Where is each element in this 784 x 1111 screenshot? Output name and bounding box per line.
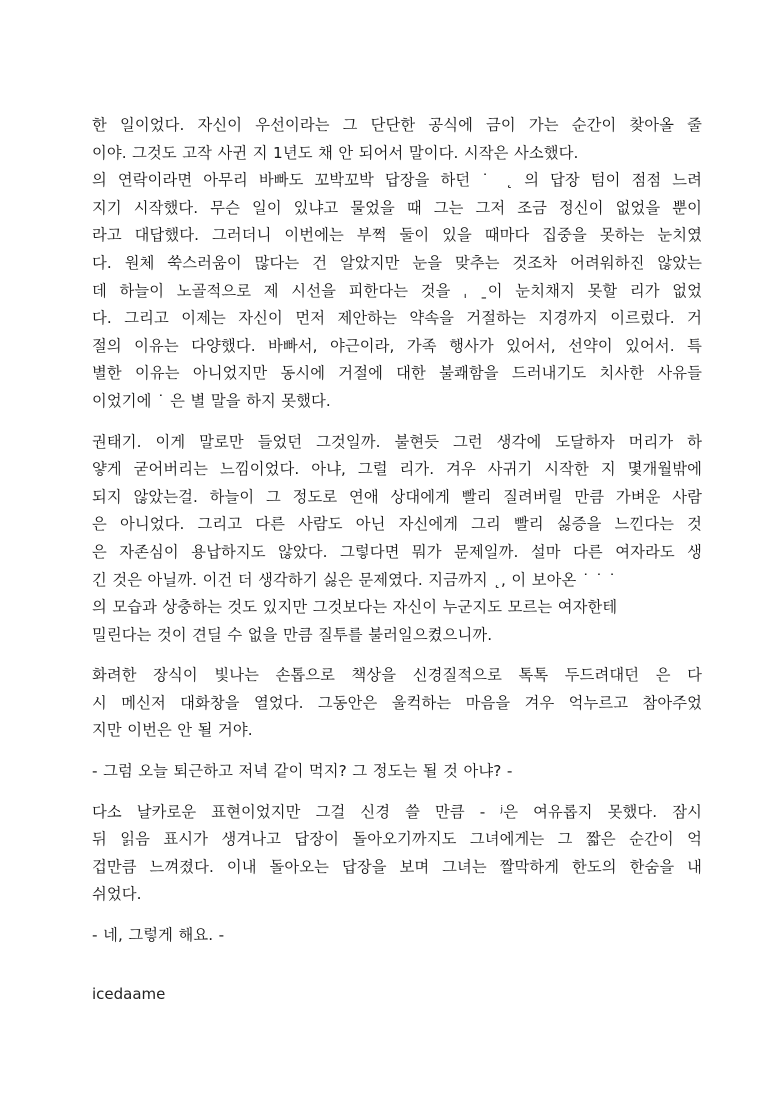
text-line: 은 아니었다. 그리고 다른 사람도 아닌 자신에게 그리 빨리 싫증을 느낀다는 것 bbox=[92, 515, 702, 534]
text-line: 이었기에 ˙ 은 별 말을 하지 못했다. bbox=[92, 391, 331, 410]
text-line: 절의 이유는 다양했다. 바빠서, 야근이라, 가족 행사가 있어서, 선약이 있어서. 특 bbox=[92, 336, 702, 355]
text-line: 다. 원체 쑥스러움이 많다는 건 알았지만 눈을 맞추는 것조차 어려워하진 않았는 bbox=[92, 253, 702, 272]
text-line: 별한 이유는 아니었지만 동시에 거절에 대한 불쾌함을 드러내기도 치사한 사유들 bbox=[92, 364, 702, 383]
text-line: 은 자존심이 용납하지도 않았다. 그렇다면 뭐가 문제일까. 설마 다른 여자라도 생 bbox=[92, 542, 702, 561]
paragraph-3 bbox=[92, 662, 702, 745]
text-line: 라고 대답했다. 그러더니 이번에는 부쩍 둘이 있을 때마다 집중을 못하는 눈치였 bbox=[92, 226, 702, 245]
text-line: 뒤 읽음 표시가 생겨나고 답장이 돌아오기까지도 그녀에게는 그 짧은 순간이 억 bbox=[92, 830, 702, 849]
document-body bbox=[92, 112, 702, 963]
text-line: 시 메신저 대화창을 열었다. 그동안은 울컥하는 마음을 겨우 억누르고 참아주었 bbox=[92, 693, 702, 712]
text-line: 다. 그리고 이제는 자신이 먼저 제안하는 약속을 거절하는 지경까지 이르렀다. 거 bbox=[92, 309, 702, 328]
text-line: 한 일이었다. 자신이 우선이라는 그 단단한 공식에 금이 가는 순간이 찾아올 줄 bbox=[92, 116, 702, 134]
paragraph-4 bbox=[92, 799, 702, 909]
text-line: 의 연락이라면 아무리 바빠도 꼬박꼬박 답장을 하던 ˙ ˛ 의 답장 텀이 점점 느려 bbox=[92, 171, 702, 190]
text-line: 권태기. 이게 말로만 들었던 그것일까. 불현듯 그런 생각에 도달하자 머리가 하 bbox=[92, 432, 702, 451]
dialogue-1 bbox=[92, 758, 702, 786]
text-line: 지기 시작했다. 무슨 일이 있냐고 물었을 때 그는 그저 조금 정신이 없었을 뿐이 bbox=[92, 198, 702, 217]
text-line: 화려한 장식이 빛나는 손톱으로 책상을 신경질적으로 톡톡 두드려대던 은 다 bbox=[92, 666, 702, 685]
paragraph-2 bbox=[92, 429, 702, 650]
text-line: 이야. 그것도 고작 사귄 지 1년도 채 안 되어서 말이다. 시작은 사소했다. bbox=[92, 143, 579, 162]
text-line: 긴 것은 아닐까. 이건 더 생각하기 싫은 문제였다. 지금까지 ˛, 이 보아온 ˙ ˙ ˙ bbox=[92, 570, 617, 589]
text-line: - 네, 그렇게 해요. - bbox=[92, 926, 225, 945]
text-line: 의 모습과 상충하는 것도 있지만 그것보다는 자신이 누군지도 모르는 여자한테 bbox=[92, 598, 618, 617]
text-line: 데 하늘이 노골적으로 제 시선을 피한다는 것을 ˌ ˍ이 눈치채지 못할 리가 없었 bbox=[92, 281, 702, 300]
text-line: 되지 않았는걸. 하늘이 그 정도로 연애 상대에게 빨리 질려버릴 만큼 가벼운 사람 bbox=[92, 487, 702, 506]
text-line: - 그럼 오늘 퇴근하고 저녁 같이 먹지? 그 정도는 될 것 아냐? - bbox=[92, 762, 513, 781]
text-line: 밀린다는 것이 견딜 수 없을 만큼 질투를 불러일으켰으니까. bbox=[92, 625, 493, 644]
text-line: 쉬었다. bbox=[92, 885, 142, 904]
text-line: 다소 날카로운 표현이었지만 그걸 신경 쓸 만큼 - ʲ은 여유롭지 못했다. 잠시 bbox=[92, 802, 702, 821]
paragraph-1 bbox=[92, 112, 702, 416]
dialogue-2 bbox=[92, 922, 702, 950]
text-line: 얗게 굳어버리는 느낌이었다. 아냐, 그럴 리가. 겨우 사귀기 시작한 지 몇개월밖에 bbox=[92, 460, 702, 479]
text-line: 지만 이번은 안 될 거야. bbox=[92, 721, 253, 740]
text-line: 겁만큼 느껴졌다. 이내 돌아오는 답장을 보며 그녀는 짤막하게 한도의 한숨을 내 bbox=[92, 857, 702, 876]
author-footer: icedaame bbox=[92, 985, 166, 1003]
